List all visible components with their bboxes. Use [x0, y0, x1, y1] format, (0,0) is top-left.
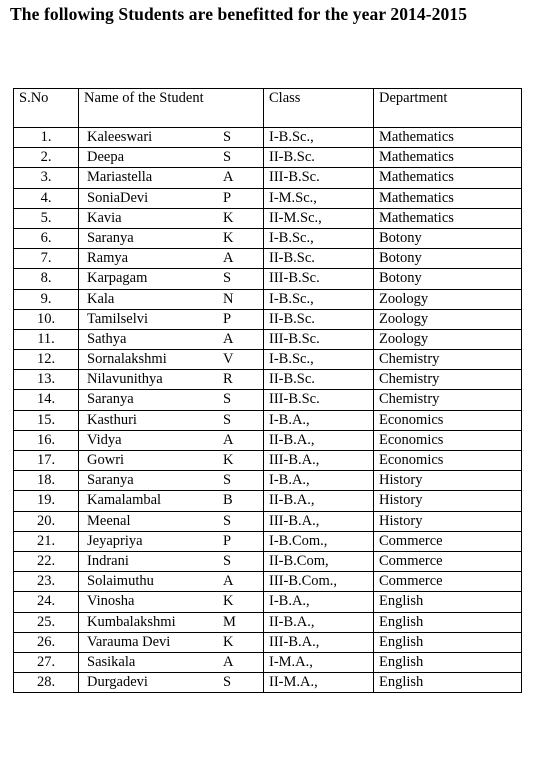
- class-cell: I-B.A.,: [264, 471, 374, 491]
- student-name-cell: [79, 491, 264, 511]
- student-initial: S: [223, 674, 232, 691]
- student-initial: P: [223, 189, 232, 206]
- student-name: Varauma Devi: [87, 633, 171, 650]
- department-cell: Botony: [374, 269, 522, 289]
- class-cell: III-B.A.,: [264, 632, 374, 652]
- student-name-cell: [79, 471, 264, 491]
- serial-number: 12.: [14, 350, 79, 370]
- table-row: [14, 612, 522, 632]
- class-cell: II-B.Sc.: [264, 309, 374, 329]
- student-initial: K: [223, 633, 234, 650]
- serial-number: 9.: [14, 289, 79, 309]
- student-initial: N: [223, 290, 234, 307]
- student-name-cell: [79, 249, 264, 269]
- class-cell: I-M.Sc.,: [264, 188, 374, 208]
- department-cell: Economics: [374, 410, 522, 430]
- class-cell: II-B.A.,: [264, 612, 374, 632]
- serial-number: 15.: [14, 410, 79, 430]
- student-name-cell: [79, 148, 264, 168]
- header-department: Department: [374, 89, 522, 128]
- student-name-cell: [79, 269, 264, 289]
- department-cell: English: [374, 632, 522, 652]
- student-name-cell: [79, 451, 264, 471]
- student-initial: S: [223, 512, 232, 529]
- class-cell: I-B.Com.,: [264, 531, 374, 551]
- table-row: [14, 551, 522, 571]
- student-name-cell: [79, 168, 264, 188]
- class-cell: I-B.Sc.,: [264, 228, 374, 248]
- table-row: [14, 168, 522, 188]
- student-name-cell: [79, 410, 264, 430]
- student-initial: P: [223, 310, 232, 327]
- student-initial: K: [223, 452, 234, 468]
- student-initial: K: [223, 593, 234, 610]
- department-cell: Commerce: [374, 531, 522, 551]
- class-cell: I-B.Sc.,: [264, 289, 374, 309]
- page-title: The following Students are benefitted for the year 2014-2015: [10, 4, 468, 24]
- student-name-cell: [79, 652, 264, 672]
- header-sno: S.No: [14, 89, 79, 128]
- student-name: Kala: [87, 290, 115, 307]
- student-name: Solaimuthu: [87, 573, 154, 590]
- table-row: [14, 410, 522, 430]
- student-name-cell: [79, 612, 264, 632]
- student-initial: S: [223, 129, 232, 145]
- serial-number: 19.: [14, 491, 79, 511]
- student-name: Vidya: [87, 431, 122, 448]
- student-name: Kasthuri: [87, 411, 137, 428]
- student-name-cell: [79, 370, 264, 390]
- department-cell: Commerce: [374, 551, 522, 571]
- student-name: Kumbalakshmi: [87, 613, 176, 630]
- student-initial: S: [223, 270, 232, 287]
- class-cell: II-B.Sc.: [264, 249, 374, 269]
- department-cell: History: [374, 471, 522, 491]
- student-name: SoniaDevi: [87, 189, 149, 206]
- student-name: Saranya: [87, 229, 134, 246]
- student-name: Gowri: [87, 452, 125, 468]
- student-name: Tamilselvi: [87, 310, 149, 327]
- student-initial: A: [223, 573, 234, 590]
- student-name: Sornalakshmi: [87, 351, 167, 368]
- student-name: Ramya: [87, 250, 129, 267]
- serial-number: 4.: [14, 188, 79, 208]
- table-row: [14, 511, 522, 531]
- class-cell: I-B.A.,: [264, 592, 374, 612]
- department-cell: English: [374, 612, 522, 632]
- student-name: Jeyapriya: [87, 532, 143, 549]
- serial-number: 28.: [14, 673, 79, 693]
- department-cell: Zoology: [374, 309, 522, 329]
- student-name: Kavia: [87, 209, 122, 226]
- serial-number: 24.: [14, 592, 79, 612]
- table-row: [14, 390, 522, 410]
- student-name: Kamalambal: [87, 492, 162, 509]
- department-cell: Mathematics: [374, 188, 522, 208]
- table-row: [14, 228, 522, 248]
- department-cell: Mathematics: [374, 148, 522, 168]
- department-cell: Economics: [374, 451, 522, 471]
- student-name-cell: [79, 572, 264, 592]
- class-cell: II-B.Sc.: [264, 370, 374, 390]
- header-student-name: Name of the Student: [79, 89, 264, 128]
- student-name-cell: [79, 188, 264, 208]
- class-cell: III-B.Sc.: [264, 390, 374, 410]
- department-cell: Economics: [374, 430, 522, 450]
- student-name: Vinosha: [87, 593, 135, 610]
- table-row: [14, 370, 522, 390]
- serial-number: 23.: [14, 572, 79, 592]
- table-header-row: [14, 89, 522, 128]
- student-name: Meenal: [87, 512, 131, 529]
- class-cell: III-B.Sc.: [264, 168, 374, 188]
- student-name-cell: [79, 208, 264, 228]
- table-row: [14, 269, 522, 289]
- student-name-cell: [79, 531, 264, 551]
- table-row: [14, 309, 522, 329]
- class-cell: III-B.Sc.: [264, 269, 374, 289]
- student-initial: A: [223, 431, 234, 448]
- serial-number: 27.: [14, 652, 79, 672]
- department-cell: Chemistry: [374, 370, 522, 390]
- student-initial: R: [223, 371, 233, 388]
- student-initial: S: [223, 472, 232, 489]
- table-row: [14, 592, 522, 612]
- student-initial: S: [223, 149, 232, 166]
- department-cell: Zoology: [374, 329, 522, 349]
- table-row: [14, 350, 522, 370]
- student-name-cell: [79, 289, 264, 309]
- student-name-cell: [79, 390, 264, 410]
- class-cell: II-B.Com,: [264, 551, 374, 571]
- table-row: [14, 430, 522, 450]
- serial-number: 22.: [14, 551, 79, 571]
- serial-number: 8.: [14, 269, 79, 289]
- class-cell: II-B.Sc.: [264, 148, 374, 168]
- student-name-cell: [79, 430, 264, 450]
- class-cell: I-B.Sc.,: [264, 128, 374, 148]
- student-initial: S: [223, 552, 232, 569]
- class-cell: II-M.A.,: [264, 673, 374, 693]
- student-name-cell: [79, 309, 264, 329]
- serial-number: 2.: [14, 148, 79, 168]
- serial-number: 17.: [14, 451, 79, 471]
- student-name-cell: [79, 511, 264, 531]
- student-name-cell: [79, 350, 264, 370]
- table-body: [14, 128, 522, 693]
- class-cell: III-B.A.,: [264, 511, 374, 531]
- student-initial: K: [223, 209, 234, 226]
- serial-number: 7.: [14, 249, 79, 269]
- class-cell: II-B.A.,: [264, 430, 374, 450]
- serial-number: 11.: [14, 329, 79, 349]
- department-cell: Mathematics: [374, 208, 522, 228]
- table-row: [14, 471, 522, 491]
- table-row: [14, 673, 522, 693]
- student-initial: A: [223, 169, 234, 186]
- department-cell: Commerce: [374, 572, 522, 592]
- table-row: [14, 128, 522, 148]
- student-name: Deepa: [87, 149, 125, 166]
- department-cell: Mathematics: [374, 128, 522, 148]
- student-initial: V: [223, 351, 234, 368]
- class-cell: III-B.Sc.: [264, 329, 374, 349]
- student-name: Sasikala: [87, 653, 136, 670]
- students-table: [13, 88, 522, 693]
- class-cell: III-B.A.,: [264, 451, 374, 471]
- student-name: Durgadevi: [87, 674, 148, 691]
- student-name: Mariastella: [87, 169, 153, 186]
- student-name-cell: [79, 329, 264, 349]
- student-initial: A: [223, 653, 234, 670]
- serial-number: 26.: [14, 632, 79, 652]
- department-cell: English: [374, 652, 522, 672]
- student-name: Nilavunithya: [87, 371, 163, 388]
- table-row: [14, 491, 522, 511]
- class-cell: III-B.Com.,: [264, 572, 374, 592]
- serial-number: 16.: [14, 430, 79, 450]
- student-name-cell: [79, 592, 264, 612]
- student-name: Saranya: [87, 391, 134, 408]
- department-cell: English: [374, 592, 522, 612]
- serial-number: 10.: [14, 309, 79, 329]
- serial-number: 13.: [14, 370, 79, 390]
- serial-number: 18.: [14, 471, 79, 491]
- table-row: [14, 632, 522, 652]
- department-cell: Chemistry: [374, 350, 522, 370]
- table-row: [14, 249, 522, 269]
- student-name: Kaleeswari: [87, 129, 153, 145]
- class-cell: II-M.Sc.,: [264, 208, 374, 228]
- student-initial: K: [223, 229, 234, 246]
- serial-number: 25.: [14, 612, 79, 632]
- table-row: [14, 329, 522, 349]
- student-name: Karpagam: [87, 270, 148, 287]
- table-row: [14, 148, 522, 168]
- student-name-cell: [79, 228, 264, 248]
- serial-number: 1.: [14, 128, 79, 148]
- department-cell: English: [374, 673, 522, 693]
- student-name: Saranya: [87, 472, 134, 489]
- table-row: [14, 188, 522, 208]
- table-row: [14, 572, 522, 592]
- department-cell: History: [374, 511, 522, 531]
- serial-number: 21.: [14, 531, 79, 551]
- serial-number: 3.: [14, 168, 79, 188]
- student-name-cell: [79, 673, 264, 693]
- student-initial: B: [223, 492, 233, 509]
- student-initial: S: [223, 411, 232, 428]
- table-row: [14, 451, 522, 471]
- class-cell: I-M.A.,: [264, 652, 374, 672]
- table-row: [14, 531, 522, 551]
- student-name: Sathya: [87, 330, 127, 347]
- serial-number: 6.: [14, 228, 79, 248]
- student-name-cell: [79, 551, 264, 571]
- table-row: [14, 652, 522, 672]
- student-name: Indrani: [87, 552, 129, 569]
- department-cell: Botony: [374, 249, 522, 269]
- student-name-cell: [79, 632, 264, 652]
- student-initial: M: [223, 613, 236, 630]
- department-cell: History: [374, 491, 522, 511]
- header-class: Class: [264, 89, 374, 128]
- serial-number: 5.: [14, 208, 79, 228]
- class-cell: I-B.Sc.,: [264, 350, 374, 370]
- department-cell: Zoology: [374, 289, 522, 309]
- table-row: [14, 208, 522, 228]
- department-cell: Chemistry: [374, 390, 522, 410]
- serial-number: 14.: [14, 390, 79, 410]
- department-cell: Mathematics: [374, 168, 522, 188]
- department-cell: Botony: [374, 228, 522, 248]
- class-cell: II-B.A.,: [264, 491, 374, 511]
- student-initial: A: [223, 250, 234, 267]
- serial-number: 20.: [14, 511, 79, 531]
- student-initial: A: [223, 330, 234, 347]
- class-cell: I-B.A.,: [264, 410, 374, 430]
- student-initial: S: [223, 391, 232, 408]
- student-initial: P: [223, 532, 232, 549]
- table-row: [14, 289, 522, 309]
- student-name-cell: [79, 128, 264, 148]
